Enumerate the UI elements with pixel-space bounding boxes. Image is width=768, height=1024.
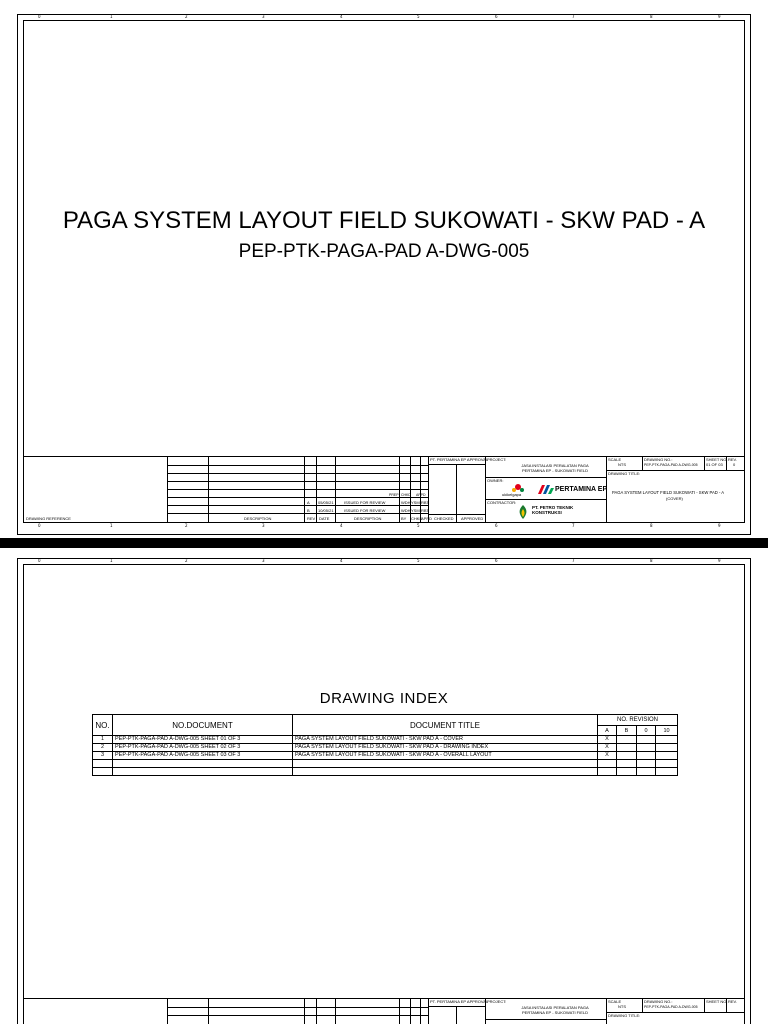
drawing-no-value: PEP-PTK-PAGA-PAD A-DWG-005 [644, 1005, 698, 1009]
border-number: 2 [185, 14, 188, 19]
border-number: 3 [262, 558, 265, 563]
table-row [93, 768, 678, 776]
row-no: 3 [93, 752, 113, 760]
checked-col-label: CHECKED [434, 516, 454, 521]
row-mark [598, 760, 617, 768]
border-number: 7 [572, 523, 575, 528]
sheet-value: 01 OF 03 [706, 462, 723, 467]
sheet-label: SHEET NO. [706, 457, 728, 462]
border-number: 0 [38, 558, 41, 563]
owner-label: OWNER: [487, 478, 504, 483]
border-number: 1 [110, 558, 113, 563]
row-mark: X [598, 744, 617, 752]
drawing-no-value: PEP-PTK-PAGA-PAD A-DWG-005 [644, 463, 698, 467]
index-sheet [0, 548, 768, 1024]
border-number: 1 [110, 14, 113, 19]
project-label: PROJECT: [487, 457, 507, 462]
rev-row-desc: ISSUED FOR REVIEW [344, 508, 386, 513]
scale-label: SCALE [608, 457, 622, 462]
drawing-no-label: DRAWING NO.: [644, 999, 673, 1004]
row-title [293, 760, 598, 768]
row-mark [656, 736, 678, 744]
row-no: 2 [93, 744, 113, 752]
row-mark [637, 744, 656, 752]
rev-label: REV. [728, 457, 737, 462]
row-mark [637, 768, 656, 776]
scale-value: NTS [618, 1004, 626, 1009]
border-number: 3 [262, 14, 265, 19]
drawing-title-sub: (COVER) [666, 496, 683, 501]
border-number: 2 [185, 523, 188, 528]
row-mark [656, 760, 678, 768]
border-number: 4 [340, 14, 343, 19]
rev-row-rev: B [307, 508, 310, 513]
border-number: 2 [185, 558, 188, 563]
border-number: 0 [38, 523, 41, 528]
owner-right-logo-text: PERTAMINA EP [555, 486, 608, 493]
row-no [93, 760, 113, 768]
row-mark [656, 752, 678, 760]
border-number: 0 [38, 14, 41, 19]
appd-col-label: APPD [421, 516, 432, 521]
appd-mark: APPD [416, 493, 426, 497]
cover-doc-number: PEP-PTK-PAGA-PAD A-DWG-005 [238, 241, 530, 262]
border-number: 9 [718, 558, 721, 563]
border-number: 7 [572, 14, 575, 19]
approval-header: PT. PERTAMINA EP APPROVAL [430, 999, 489, 1004]
border-number: 4 [340, 523, 343, 528]
row-no: 1 [93, 736, 113, 744]
row-mark [617, 768, 637, 776]
row-mark [637, 752, 656, 760]
row-mark [598, 768, 617, 776]
table-header-row [93, 715, 678, 726]
prep-mark: PREP [389, 493, 399, 497]
row-mark [617, 760, 637, 768]
row-mark: X [598, 752, 617, 760]
row-mark [656, 768, 678, 776]
sheet-separator [0, 538, 768, 548]
table-row [93, 736, 678, 744]
border-number: 7 [572, 558, 575, 563]
row-mark [617, 752, 637, 760]
revision-header: NO. REVISION [598, 715, 678, 726]
border-number: 5 [417, 523, 420, 528]
border-number: 8 [650, 523, 653, 528]
owner-left-logo-text: ukikelgapa [502, 492, 522, 497]
row-mark [656, 744, 678, 752]
border-number: 9 [718, 523, 721, 528]
index-title: DRAWING INDEX [319, 690, 449, 707]
pertamina-logo-icon [536, 483, 554, 495]
row-mark [617, 744, 637, 752]
table-row [93, 744, 678, 752]
row-no [93, 768, 113, 776]
row-mark: X [598, 736, 617, 744]
row-mark [617, 736, 637, 744]
border-number: 8 [650, 14, 653, 19]
inner-border [23, 20, 745, 523]
rev-row-date: 10/05/21 [318, 508, 334, 513]
scale-value: NTS [618, 462, 626, 467]
row-title [293, 768, 598, 776]
rev-col-label: REV [307, 516, 316, 521]
contractor-label: CONTRACTOR: [487, 500, 517, 505]
row-doc: PEP-PTK-PAGA-PAD A-DWG-005 SHEET 03 OF 3 [113, 752, 293, 760]
rev-row-date: 05/05/21 [318, 500, 334, 505]
doc-header: NO.DOCUMENT [113, 715, 293, 736]
desc-col-label: DESCRIPTION [354, 516, 382, 521]
table-row [93, 760, 678, 768]
drawing-reference-label: DRAWING REFERENCE [26, 516, 71, 521]
rev-label: REV. [728, 999, 737, 1004]
row-mark [637, 760, 656, 768]
table-row [93, 752, 678, 760]
border-number: 3 [262, 523, 265, 528]
row-doc: PEP-PTK-PAGA-PAD A-DWG-005 SHEET 01 OF 3 [113, 736, 293, 744]
title-header: DOCUMENT TITLE [293, 715, 598, 736]
drawing-no-label: DRAWING NO.: [644, 457, 673, 462]
rev-col-header: 10 [656, 726, 678, 736]
date-col-label: DATE [319, 516, 330, 521]
border-number: 8 [650, 558, 653, 563]
border-number: 5 [417, 558, 420, 563]
approval-header: PT. PERTAMINA EP APPROVAL [430, 457, 489, 462]
chkd-mark: CHKD [401, 493, 411, 497]
cover-title: PAGA SYSTEM LAYOUT FIELD SUKOWATI - SKW PAD - A [62, 207, 706, 234]
title-block [23, 456, 745, 523]
rev-row-app: RBT [421, 508, 429, 513]
sheet-label: SHEET NO. [706, 999, 728, 1004]
contractor-name: PT. PETRO TEKNIK KONSTRUKSI [532, 505, 574, 515]
row-doc: PEP-PTK-PAGA-PAD A-DWG-005 SHEET 02 OF 3 [113, 744, 293, 752]
border-number: 6 [495, 14, 498, 19]
rev-col-header: A [598, 726, 617, 736]
row-doc [113, 768, 293, 776]
rev-row-chk: YSM [411, 500, 420, 505]
drawing-index-table [92, 714, 678, 776]
inner-border [23, 564, 745, 1024]
row-mark [637, 736, 656, 744]
rev-row-app: RBT [421, 500, 429, 505]
drawing-title-label: DRAWING TITLE: [608, 1013, 641, 1018]
title-block-partial [23, 998, 745, 1024]
rev-col-header: 0 [637, 726, 656, 736]
row-title: PAGA SYSTEM LAYOUT FIELD SUKOWATI - SKW PAD A - DRAWING INDEX [293, 744, 598, 752]
scale-label: SCALE [608, 999, 622, 1004]
drawing-title-value: PAGA SYSTEM LAYOUT FIELD SUKOWATI - SKW PAD - A [612, 490, 725, 495]
rev-value: 0 [733, 462, 736, 467]
border-number: 5 [417, 14, 420, 19]
chkd-col-label: CHKD [411, 516, 423, 521]
row-title: PAGA SYSTEM LAYOUT FIELD SUKOWATI - SKW PAD A - OVERALL LAYOUT [293, 752, 598, 760]
rev-row-rev: A [307, 500, 310, 505]
no-header: NO. [93, 715, 113, 736]
row-doc [113, 760, 293, 768]
border-number: 6 [495, 558, 498, 563]
border-number: 1 [110, 523, 113, 528]
rev-row-desc: ISSUED FOR REVIEW [344, 500, 386, 505]
project-text: JASA INSTALASI PERALATAN PAGA PERTAMINA EP - SUKOWATI FIELD [521, 1005, 589, 1015]
petro-teknik-logo-icon [517, 504, 529, 520]
project-label: PROJECT: [487, 999, 507, 1004]
approved-col-label: APPROVED [461, 516, 484, 521]
project-text: JASA INSTALASI PERALATAN PAGA PERTAMINA EP - SUKOWATI FIELD [521, 463, 589, 473]
drawing-title-label: DRAWING TITLE: [608, 471, 641, 476]
description-label: DESCRIPTION [244, 516, 272, 521]
border-number: 9 [718, 14, 721, 19]
rev-col-header: B [617, 726, 637, 736]
rev-row-by: WDH [401, 500, 411, 505]
by-col-label: BY [401, 516, 407, 521]
rev-row-chk: YSM [411, 508, 420, 513]
border-number: 6 [495, 523, 498, 528]
border-number: 4 [340, 558, 343, 563]
row-title: PAGA SYSTEM LAYOUT FIELD SUKOWATI - SKW PAD A - COVER [293, 736, 598, 744]
rev-row-by: WDH [401, 508, 411, 513]
